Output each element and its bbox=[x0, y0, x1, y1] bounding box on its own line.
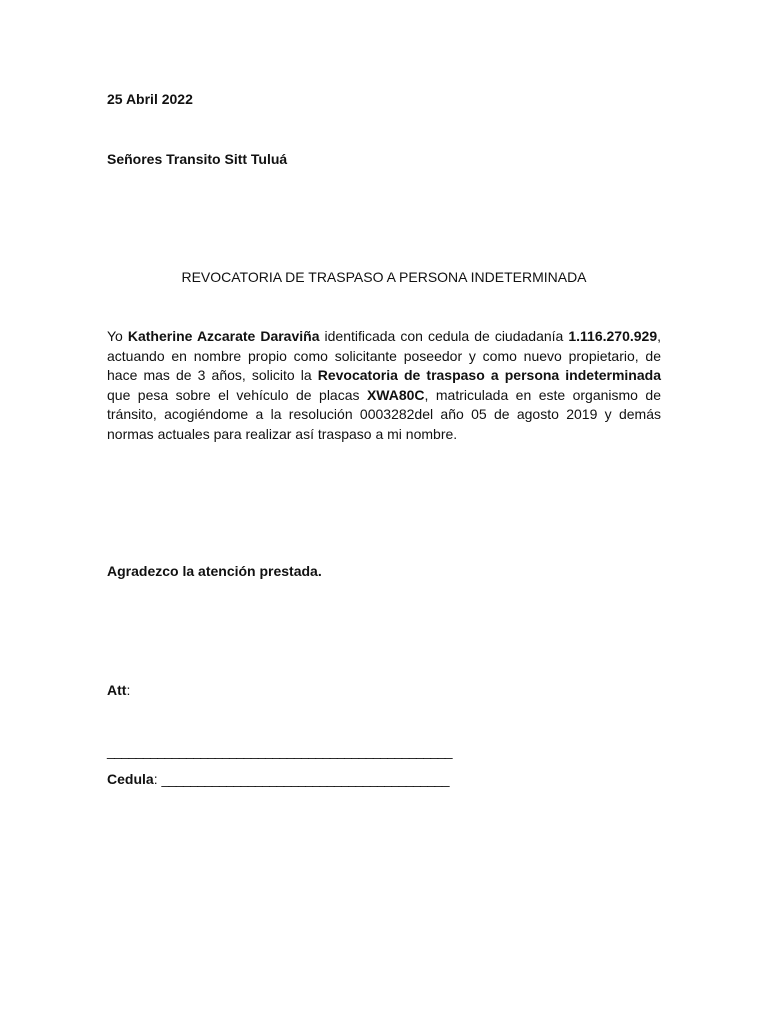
att-colon: : bbox=[126, 682, 131, 698]
letter-title: REVOCATORIA DE TRASPASO A PERSONA INDETERMINADA bbox=[181, 269, 587, 285]
vehicle-plate: XWA80C bbox=[366, 386, 425, 403]
body-text-4: que pesa sobre el vehículo de placas bbox=[107, 386, 367, 403]
cedula-label: Cedula bbox=[107, 771, 154, 787]
letter-recipient: Señores Transito Sitt Tuluá bbox=[107, 151, 288, 167]
letter-date: 25 Abril 2022 bbox=[107, 91, 193, 107]
cedula-blank-line: ________________________________________ bbox=[161, 771, 449, 787]
request-name: Revocatoria de traspaso a persona indeterminada bbox=[317, 367, 661, 383]
att-line bbox=[107, 682, 130, 698]
body-text-3: , actuando en nombre propio como solicitante poseedor y como nuevo propietario, de hace mas de 3 años, solicito la bbox=[107, 328, 661, 383]
applicant-id-number: 1.116.270.929 bbox=[568, 328, 658, 344]
body-text-5: , matriculada en este organismo de tránsito, acogiéndome a la resolución 0003282del año 05 de agosto 2019 y demás normas actuales para realizar así traspaso a mi nombre. bbox=[107, 386, 661, 442]
signature-line: ________________________________________________ bbox=[107, 743, 452, 759]
letter-body bbox=[107, 327, 661, 444]
cedula-colon: : bbox=[153, 771, 162, 787]
cedula-line bbox=[107, 771, 449, 787]
applicant-name: Katherine Azcarate Daraviña bbox=[127, 328, 320, 344]
att-label: Att bbox=[107, 682, 127, 698]
body-text-2: identificada con cedula de ciudadanía bbox=[319, 328, 569, 344]
letter-thanks: Agradezco la atención prestada. bbox=[107, 563, 322, 579]
body-text-1: Yo bbox=[107, 328, 128, 344]
